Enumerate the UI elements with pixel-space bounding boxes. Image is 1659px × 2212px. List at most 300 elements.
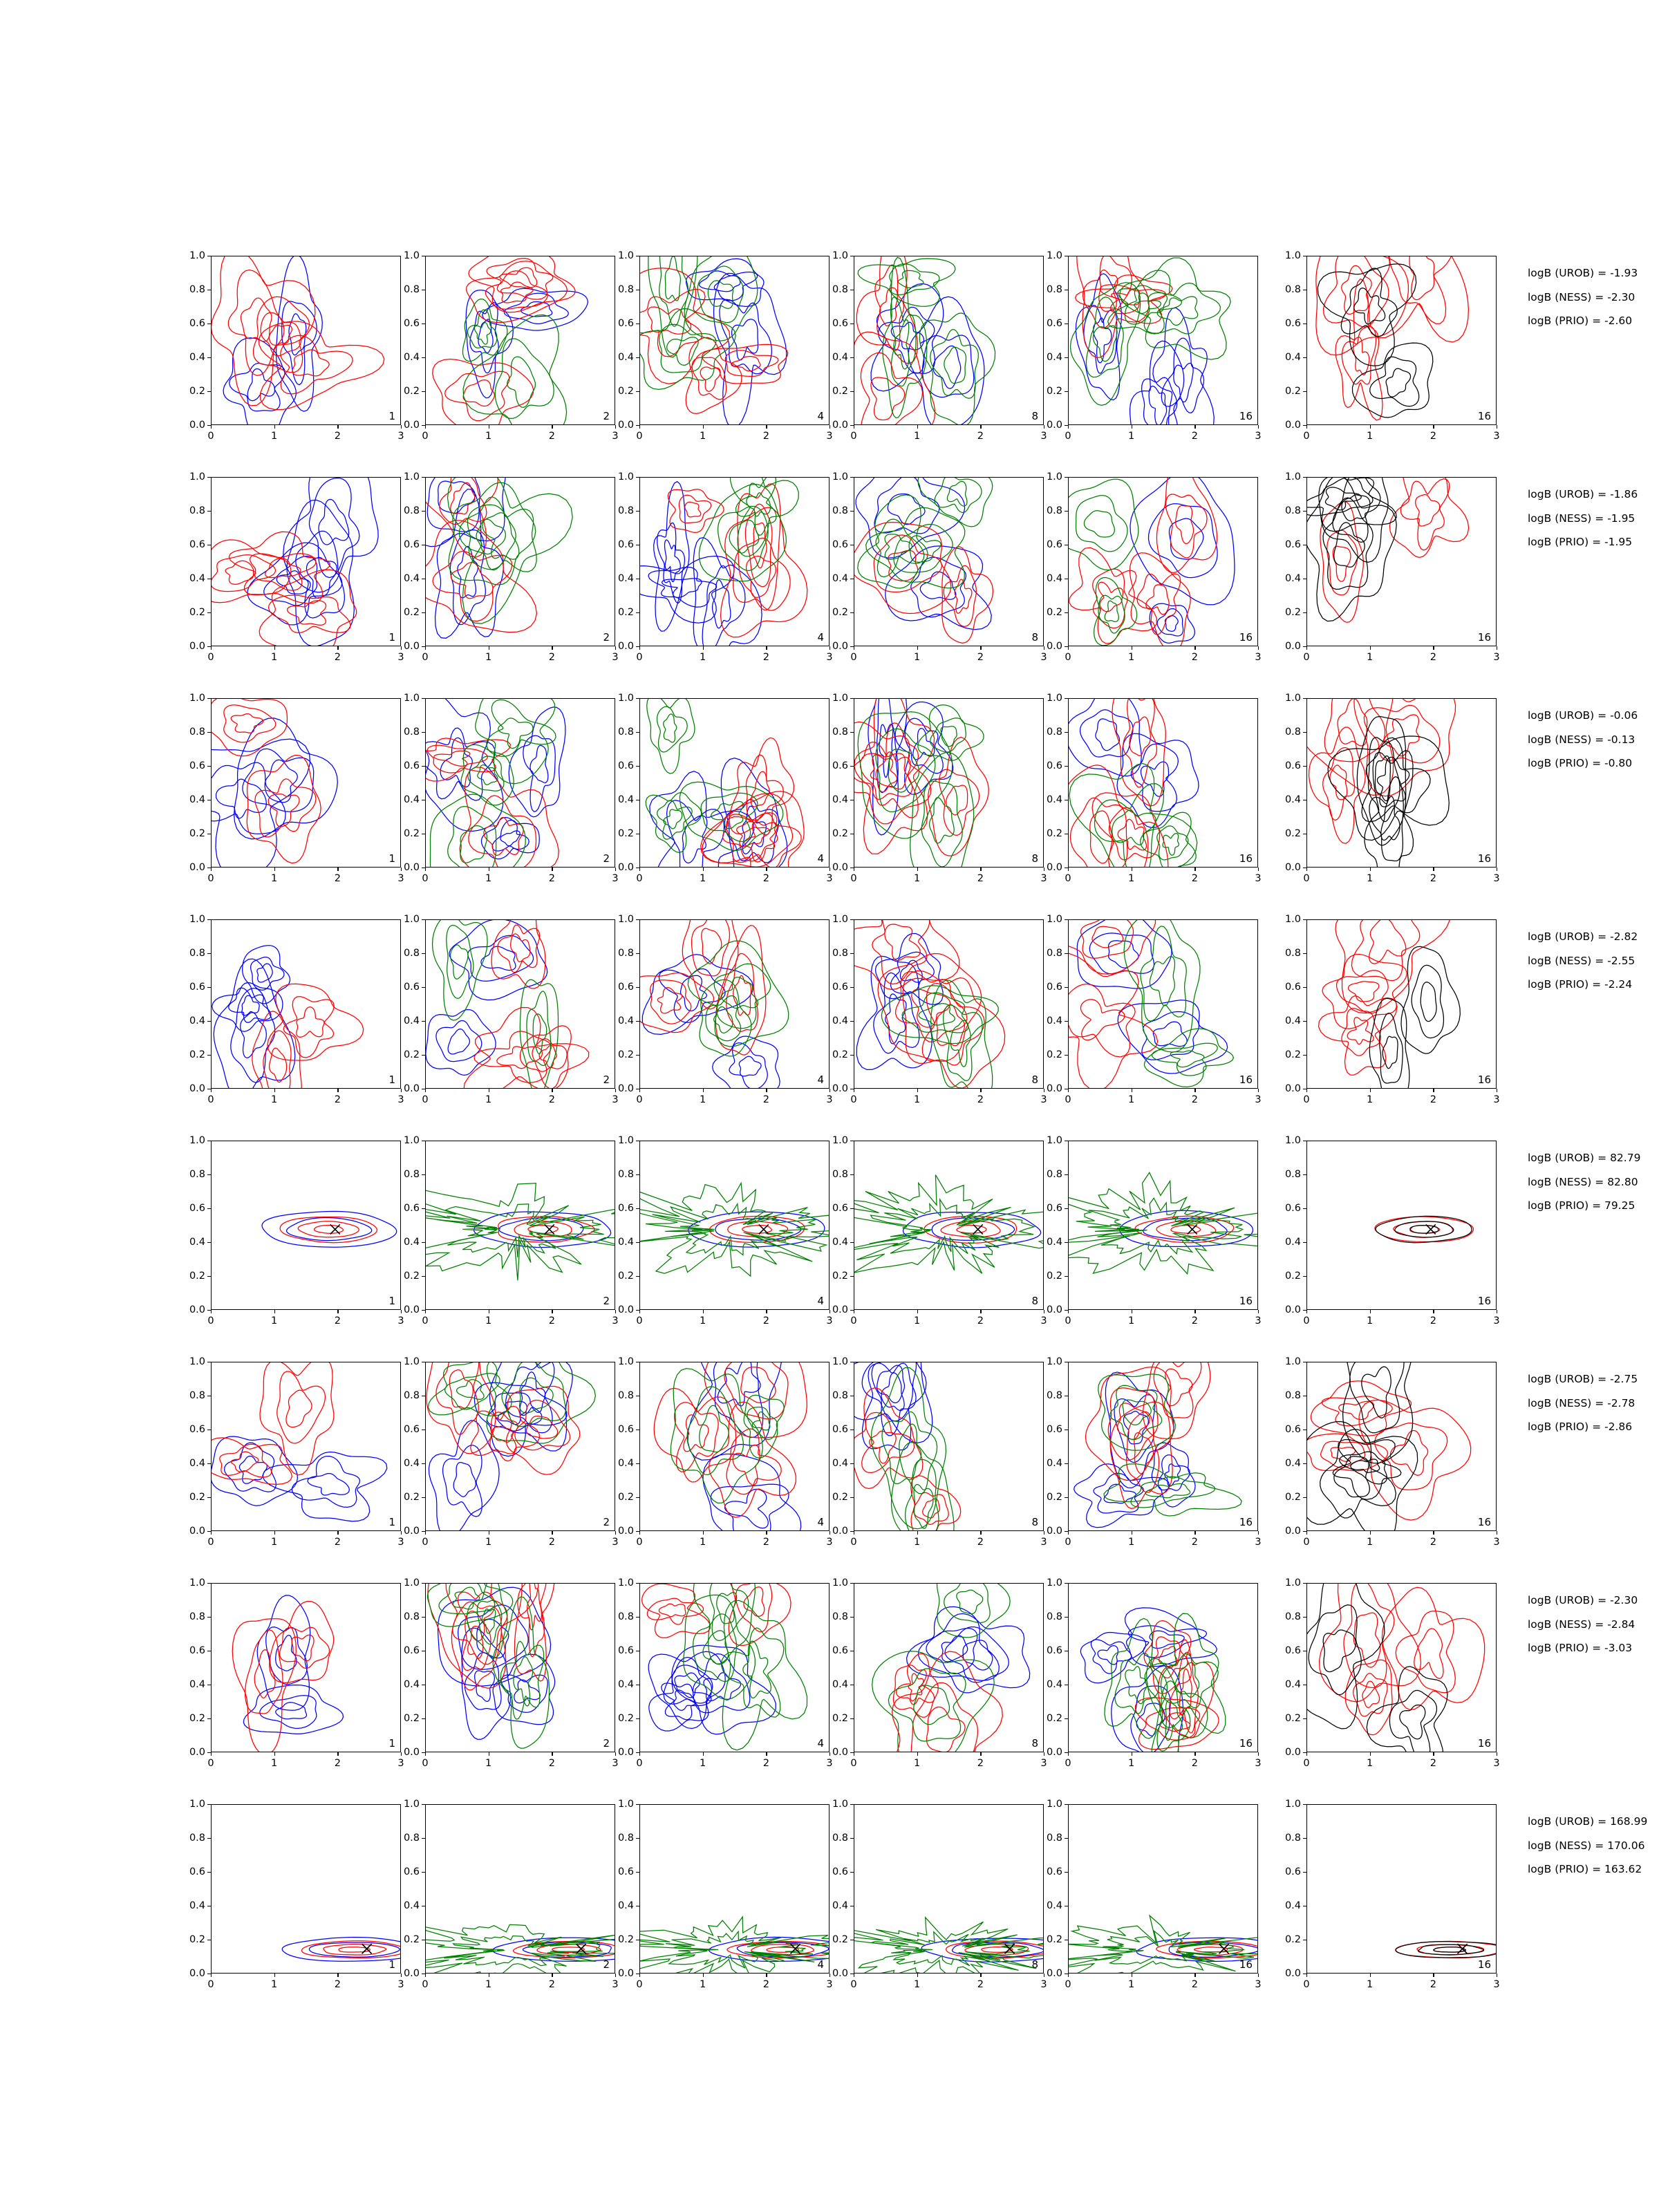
x-tick-label: 0 <box>1303 1537 1310 1548</box>
y-tick-label: 0.0 <box>189 420 205 431</box>
x-tick-label: 3 <box>397 1979 404 1990</box>
y-tick-label: 0.0 <box>189 1304 205 1315</box>
x-tick-label: 0 <box>1303 652 1310 663</box>
y-tick-mark <box>1303 391 1306 392</box>
x-tick-mark <box>766 646 767 650</box>
y-tick-label: 1.0 <box>189 1799 205 1810</box>
y-tick-mark <box>207 732 211 733</box>
y-tick-label: 0.6 <box>189 982 205 993</box>
y-tick-label: 0.6 <box>403 1645 420 1656</box>
y-tick-label: 0.4 <box>1046 1237 1062 1248</box>
y-tick-label: 0.8 <box>1046 1611 1062 1622</box>
x-tick-label: 1 <box>914 1315 921 1327</box>
x-tick-label: 2 <box>1191 873 1198 884</box>
logb-line: logB (NESS) = -1.95 <box>1528 512 1635 525</box>
y-tick-mark <box>422 1718 425 1719</box>
y-tick-label: 1.0 <box>1046 1577 1062 1588</box>
y-tick-label: 1.0 <box>617 1135 634 1146</box>
x-tick-label: 1 <box>485 1979 492 1990</box>
panel-count-tag: 4 <box>817 410 824 422</box>
x-tick-mark <box>917 1089 918 1092</box>
contour-panel <box>832 1135 1047 1327</box>
y-tick-label: 0.0 <box>1284 862 1301 873</box>
y-tick-label: 0.4 <box>617 1900 634 1911</box>
x-tick-mark <box>980 1752 981 1756</box>
y-tick-mark <box>636 612 639 613</box>
x-tick-label: 2 <box>762 431 769 442</box>
x-tick-mark <box>337 1974 338 1977</box>
x-tick-label: 1 <box>271 1979 278 1990</box>
panel-count-tag: 16 <box>1239 631 1253 644</box>
x-tick-label: 2 <box>548 652 555 663</box>
x-tick-mark <box>917 646 918 650</box>
x-tick-label: 0 <box>1065 1094 1071 1105</box>
y-tick-mark <box>1303 919 1306 920</box>
panel-count-tag: 16 <box>1477 852 1491 865</box>
y-tick-mark <box>1065 612 1068 613</box>
y-tick-label: 0.8 <box>403 1833 420 1844</box>
x-tick-label: 3 <box>1040 431 1047 442</box>
y-tick-label: 0.0 <box>832 1526 848 1537</box>
x-tick-label: 3 <box>1493 1315 1500 1327</box>
x-tick-label: 2 <box>1430 1315 1436 1327</box>
y-tick-label: 1.0 <box>1046 1356 1062 1367</box>
y-tick-label: 1.0 <box>832 914 848 925</box>
x-tick-label: 0 <box>1065 1758 1071 1769</box>
x-tick-mark <box>1306 1310 1307 1313</box>
panel-count-tag: 16 <box>1477 631 1491 644</box>
y-tick-label: 0.4 <box>832 794 848 805</box>
y-tick-label: 0.0 <box>832 1304 848 1315</box>
x-tick-label: 3 <box>397 1315 404 1327</box>
y-tick-mark <box>1065 1055 1068 1056</box>
x-tick-label: 3 <box>826 1537 833 1548</box>
y-tick-mark <box>1065 766 1068 767</box>
panel-axes <box>1068 1583 1258 1752</box>
panel-axes <box>1306 698 1497 868</box>
x-tick-mark <box>703 646 704 650</box>
y-tick-label: 0.4 <box>832 352 848 363</box>
y-tick-label: 0.4 <box>1284 352 1301 363</box>
x-tick-label: 2 <box>977 1094 984 1105</box>
y-tick-mark <box>422 1463 425 1464</box>
contour-panel <box>617 914 833 1105</box>
y-tick-label: 0.4 <box>403 352 420 363</box>
y-tick-label: 0.4 <box>1046 573 1062 584</box>
logb-annotation-block <box>1528 1595 1638 1667</box>
panel-axes <box>639 1362 830 1531</box>
y-tick-label: 0.0 <box>617 1304 634 1315</box>
x-tick-label: 0 <box>1303 1758 1310 1769</box>
x-tick-mark <box>980 868 981 871</box>
logb-line: logB (PRIO) = -0.80 <box>1528 757 1633 769</box>
y-tick-label: 0.6 <box>1284 1203 1301 1214</box>
y-tick-mark <box>850 732 854 733</box>
x-tick-mark <box>1433 646 1434 650</box>
x-tick-label: 3 <box>826 1315 833 1327</box>
y-tick-label: 0.4 <box>1046 1679 1062 1690</box>
x-tick-mark <box>211 868 212 871</box>
y-tick-mark <box>207 1872 211 1873</box>
x-tick-label: 3 <box>1255 1537 1262 1548</box>
y-tick-label: 0.4 <box>1284 794 1301 805</box>
y-tick-label: 0.4 <box>1284 1900 1301 1911</box>
x-tick-label: 3 <box>397 1758 404 1769</box>
y-tick-label: 0.8 <box>832 1833 848 1844</box>
y-tick-label: 0.4 <box>617 1237 634 1248</box>
y-tick-label: 0.2 <box>1284 1492 1301 1503</box>
x-tick-mark <box>1306 1089 1307 1092</box>
panel-count-tag: 8 <box>1031 852 1038 865</box>
x-tick-label: 1 <box>485 652 492 663</box>
y-tick-label: 0.2 <box>1046 607 1062 618</box>
panel-count-tag: 16 <box>1477 1295 1491 1307</box>
y-tick-mark <box>636 391 639 392</box>
y-tick-label: 0.8 <box>403 727 420 738</box>
y-tick-label: 0.8 <box>189 1390 205 1401</box>
y-tick-label: 1.0 <box>189 1135 205 1146</box>
y-tick-mark <box>422 698 425 699</box>
y-tick-label: 0.8 <box>1046 727 1062 738</box>
y-tick-label: 0.4 <box>617 1679 634 1690</box>
logb-annotation-block <box>1528 1817 1647 1888</box>
y-tick-label: 1.0 <box>1284 693 1301 704</box>
logb-line: logB (UROB) = -2.82 <box>1528 930 1638 943</box>
y-tick-label: 0.2 <box>189 386 205 397</box>
y-tick-mark <box>1303 1497 1306 1498</box>
y-tick-label: 0.8 <box>617 1611 634 1622</box>
contour-panel <box>189 1799 404 1990</box>
panel-axes <box>1306 256 1497 425</box>
y-tick-label: 0.4 <box>1284 1015 1301 1027</box>
x-tick-mark <box>1194 1974 1195 1977</box>
x-tick-mark <box>1068 1531 1069 1535</box>
x-tick-label: 3 <box>1040 1979 1047 1990</box>
contour-panel <box>403 1799 619 1990</box>
y-tick-label: 0.8 <box>189 505 205 516</box>
panel-count-tag: 1 <box>388 410 395 422</box>
x-tick-mark <box>1068 868 1069 871</box>
y-tick-label: 0.0 <box>1046 641 1062 652</box>
x-tick-mark <box>1433 868 1434 871</box>
y-tick-label: 0.8 <box>1284 284 1301 295</box>
panel-count-tag: 4 <box>817 1074 824 1086</box>
y-tick-label: 0.0 <box>1046 1083 1062 1094</box>
y-tick-label: 0.4 <box>189 1679 205 1690</box>
y-tick-mark <box>1303 477 1306 478</box>
x-tick-label: 3 <box>1040 1094 1047 1105</box>
x-tick-label: 1 <box>1367 652 1374 663</box>
panel-count-tag: 16 <box>1477 1074 1491 1086</box>
x-tick-label: 1 <box>914 1979 921 1990</box>
x-tick-mark <box>211 1752 212 1756</box>
x-tick-label: 3 <box>612 431 619 442</box>
y-tick-mark <box>1303 1872 1306 1873</box>
y-tick-mark <box>1065 1276 1068 1277</box>
x-tick-label: 2 <box>1191 652 1198 663</box>
x-tick-label: 3 <box>826 431 833 442</box>
panel-count-tag: 2 <box>603 1737 610 1750</box>
y-tick-mark <box>1065 1583 1068 1584</box>
logb-line: logB (PRIO) = -2.24 <box>1528 978 1633 991</box>
contour-panel <box>1046 1356 1262 1548</box>
y-tick-mark <box>422 1276 425 1277</box>
y-tick-label: 0.6 <box>1284 1866 1301 1877</box>
y-tick-label: 0.6 <box>617 1424 634 1435</box>
x-tick-label: 0 <box>636 1758 643 1769</box>
x-tick-label: 3 <box>1493 1537 1500 1548</box>
y-tick-label: 0.8 <box>189 1611 205 1622</box>
y-tick-mark <box>636 357 639 358</box>
x-tick-mark <box>1433 1752 1434 1756</box>
y-tick-label: 1.0 <box>617 1356 634 1367</box>
y-tick-label: 0.2 <box>1046 828 1062 839</box>
panel-count-tag: 4 <box>817 852 824 865</box>
x-tick-label: 0 <box>1303 1094 1310 1105</box>
x-tick-label: 1 <box>485 1758 492 1769</box>
y-tick-label: 0.0 <box>832 862 848 873</box>
y-tick-mark <box>422 1497 425 1498</box>
y-tick-mark <box>636 1583 639 1584</box>
x-tick-label: 3 <box>612 1758 619 1769</box>
y-tick-label: 0.0 <box>832 1747 848 1758</box>
y-tick-label: 0.2 <box>1284 1271 1301 1282</box>
panel-count-tag: 1 <box>388 1958 395 1971</box>
y-tick-label: 0.6 <box>1046 318 1062 329</box>
y-tick-label: 0.0 <box>1284 1526 1301 1537</box>
y-tick-label: 0.0 <box>617 1526 634 1537</box>
x-tick-label: 1 <box>1367 1758 1374 1769</box>
y-tick-label: 0.6 <box>1284 760 1301 771</box>
x-tick-mark <box>1194 1531 1195 1535</box>
contour-panel <box>832 1356 1047 1548</box>
y-tick-label: 0.6 <box>832 1645 848 1656</box>
y-tick-label: 0.6 <box>1046 539 1062 550</box>
x-tick-mark <box>1258 646 1259 650</box>
y-tick-label: 0.8 <box>832 284 848 295</box>
y-tick-label: 1.0 <box>403 914 420 925</box>
y-tick-label: 0.2 <box>1046 386 1062 397</box>
x-tick-label: 0 <box>422 1979 429 1990</box>
y-tick-label: 1.0 <box>832 250 848 261</box>
y-tick-label: 0.8 <box>832 1611 848 1622</box>
x-tick-mark <box>639 1752 640 1756</box>
x-tick-label: 1 <box>914 873 921 884</box>
x-tick-mark <box>917 425 918 429</box>
y-tick-label: 0.6 <box>189 1203 205 1214</box>
y-tick-label: 0.2 <box>189 1049 205 1060</box>
y-tick-label: 0.4 <box>832 1237 848 1248</box>
x-tick-label: 3 <box>1493 1979 1500 1990</box>
y-tick-label: 0.6 <box>403 539 420 550</box>
y-tick-mark <box>636 511 639 512</box>
y-tick-label: 0.6 <box>832 318 848 329</box>
x-tick-label: 1 <box>1128 1315 1135 1327</box>
x-tick-label: 2 <box>977 431 984 442</box>
y-tick-label: 0.6 <box>832 760 848 771</box>
x-tick-mark <box>639 1310 640 1313</box>
x-tick-label: 2 <box>548 1315 555 1327</box>
x-tick-label: 2 <box>334 1315 341 1327</box>
y-tick-label: 0.6 <box>1046 1645 1062 1656</box>
panel-count-tag: 16 <box>1239 1737 1253 1750</box>
x-tick-label: 0 <box>850 431 857 442</box>
panel-axes <box>1306 1804 1497 1974</box>
y-tick-mark <box>850 612 854 613</box>
y-tick-label: 0.0 <box>617 1747 634 1758</box>
panel-axes <box>1306 919 1497 1089</box>
x-tick-label: 1 <box>271 652 278 663</box>
y-tick-label: 0.4 <box>189 573 205 584</box>
y-tick-label: 1.0 <box>189 914 205 925</box>
y-tick-mark <box>636 1208 639 1209</box>
x-tick-label: 3 <box>826 1094 833 1105</box>
contour-panel <box>617 1799 833 1990</box>
panel-count-tag: 2 <box>603 1074 610 1086</box>
x-tick-label: 0 <box>422 873 429 884</box>
y-tick-label: 0.6 <box>1046 1203 1062 1214</box>
contour-panel <box>1046 1799 1262 1990</box>
y-tick-label: 0.4 <box>403 1458 420 1469</box>
x-tick-mark <box>274 1531 275 1535</box>
y-tick-label: 1.0 <box>1284 1799 1301 1810</box>
x-tick-label: 2 <box>334 652 341 663</box>
y-tick-label: 0.8 <box>189 1169 205 1180</box>
y-tick-mark <box>636 1718 639 1719</box>
y-tick-label: 0.4 <box>832 1458 848 1469</box>
x-tick-mark <box>766 1974 767 1977</box>
contour-panel <box>1284 1356 1500 1548</box>
logb-line: logB (UROB) = 82.79 <box>1528 1152 1641 1164</box>
y-tick-mark <box>207 1242 211 1243</box>
x-tick-mark <box>211 1310 212 1313</box>
x-tick-mark <box>917 1974 918 1977</box>
y-tick-mark <box>636 953 639 954</box>
y-tick-label: 0.8 <box>403 948 420 959</box>
panel-axes <box>1068 256 1258 425</box>
panel-count-tag: 16 <box>1477 1516 1491 1528</box>
y-tick-label: 1.0 <box>1284 1356 1301 1367</box>
y-tick-label: 0.2 <box>617 1271 634 1282</box>
x-tick-mark <box>337 1310 338 1313</box>
y-tick-label: 0.8 <box>189 1833 205 1844</box>
y-tick-label: 1.0 <box>403 1135 420 1146</box>
y-tick-mark <box>850 1276 854 1277</box>
x-tick-mark <box>1370 425 1371 429</box>
y-tick-label: 0.8 <box>617 1390 634 1401</box>
contour-panel <box>832 1799 1047 1990</box>
contour-panel <box>617 250 833 442</box>
x-tick-mark <box>1306 425 1307 429</box>
y-tick-label: 1.0 <box>403 693 420 704</box>
x-tick-label: 3 <box>826 652 833 663</box>
x-tick-label: 1 <box>1367 1315 1374 1327</box>
panel-axes <box>854 1583 1044 1752</box>
y-tick-label: 0.0 <box>1284 641 1301 652</box>
y-tick-label: 0.8 <box>1046 505 1062 516</box>
panel-axes <box>854 919 1044 1089</box>
y-tick-mark <box>1303 511 1306 512</box>
y-tick-label: 0.6 <box>832 539 848 550</box>
y-tick-label: 1.0 <box>403 1356 420 1367</box>
x-tick-label: 2 <box>1191 1094 1198 1105</box>
panel-row <box>0 693 1659 884</box>
x-tick-mark <box>425 425 426 429</box>
x-tick-label: 0 <box>850 1094 857 1105</box>
y-tick-label: 0.6 <box>1046 1424 1062 1435</box>
x-tick-label: 3 <box>1040 1315 1047 1327</box>
x-tick-mark <box>1194 646 1195 650</box>
y-tick-label: 0.8 <box>189 727 205 738</box>
y-tick-mark <box>636 477 639 478</box>
x-tick-label: 2 <box>1430 431 1436 442</box>
x-tick-label: 3 <box>826 873 833 884</box>
x-tick-label: 0 <box>207 873 214 884</box>
x-tick-label: 2 <box>1191 1537 1198 1548</box>
x-tick-label: 2 <box>334 1979 341 1990</box>
contour-panel <box>1284 1577 1500 1769</box>
panel-count-tag: 1 <box>388 1516 395 1528</box>
panel-axes <box>211 1362 401 1531</box>
x-tick-label: 3 <box>397 1537 404 1548</box>
logb-line: logB (NESS) = 170.06 <box>1528 1839 1645 1852</box>
x-tick-label: 2 <box>762 1094 769 1105</box>
x-tick-mark <box>337 425 338 429</box>
y-tick-label: 0.6 <box>832 1203 848 1214</box>
x-tick-label: 1 <box>485 1537 492 1548</box>
x-tick-label: 2 <box>334 431 341 442</box>
y-tick-label: 0.0 <box>1046 1304 1062 1315</box>
x-tick-label: 2 <box>1430 652 1436 663</box>
y-tick-label: 0.2 <box>617 386 634 397</box>
panel-axes <box>1306 1141 1497 1310</box>
panel-count-tag: 4 <box>817 1295 824 1307</box>
x-tick-mark <box>1194 1752 1195 1756</box>
panel-axes <box>211 477 401 646</box>
x-tick-label: 2 <box>977 1979 984 1990</box>
x-tick-label: 3 <box>1493 431 1500 442</box>
x-tick-label: 1 <box>1128 1979 1135 1990</box>
x-tick-label: 0 <box>1065 1537 1071 1548</box>
y-tick-label: 0.2 <box>832 1049 848 1060</box>
y-tick-label: 0.8 <box>1046 1833 1062 1844</box>
x-tick-mark <box>1370 1089 1371 1092</box>
x-tick-label: 1 <box>914 431 921 442</box>
panel-axes <box>425 698 615 868</box>
panel-axes <box>1068 919 1258 1089</box>
y-tick-label: 0.6 <box>1284 1424 1301 1435</box>
y-tick-label: 0.4 <box>189 1015 205 1027</box>
y-tick-mark <box>207 1055 211 1056</box>
x-tick-label: 1 <box>271 1094 278 1105</box>
x-tick-mark <box>1433 1974 1434 1977</box>
panel-axes <box>211 1141 401 1310</box>
x-tick-label: 3 <box>1255 1315 1262 1327</box>
y-tick-mark <box>1303 1583 1306 1584</box>
x-tick-label: 1 <box>1367 1094 1374 1105</box>
y-tick-label: 0.4 <box>617 352 634 363</box>
y-tick-mark <box>207 1804 211 1805</box>
y-tick-label: 0.8 <box>403 284 420 295</box>
contour-panel <box>832 471 1047 663</box>
x-tick-mark <box>211 1974 212 1977</box>
y-tick-label: 0.4 <box>189 1458 205 1469</box>
y-tick-label: 0.0 <box>617 1968 634 1979</box>
y-tick-label: 0.0 <box>1284 420 1301 431</box>
y-tick-mark <box>1065 698 1068 699</box>
y-tick-label: 0.4 <box>1046 1015 1062 1027</box>
y-tick-label: 0.6 <box>189 1645 205 1656</box>
